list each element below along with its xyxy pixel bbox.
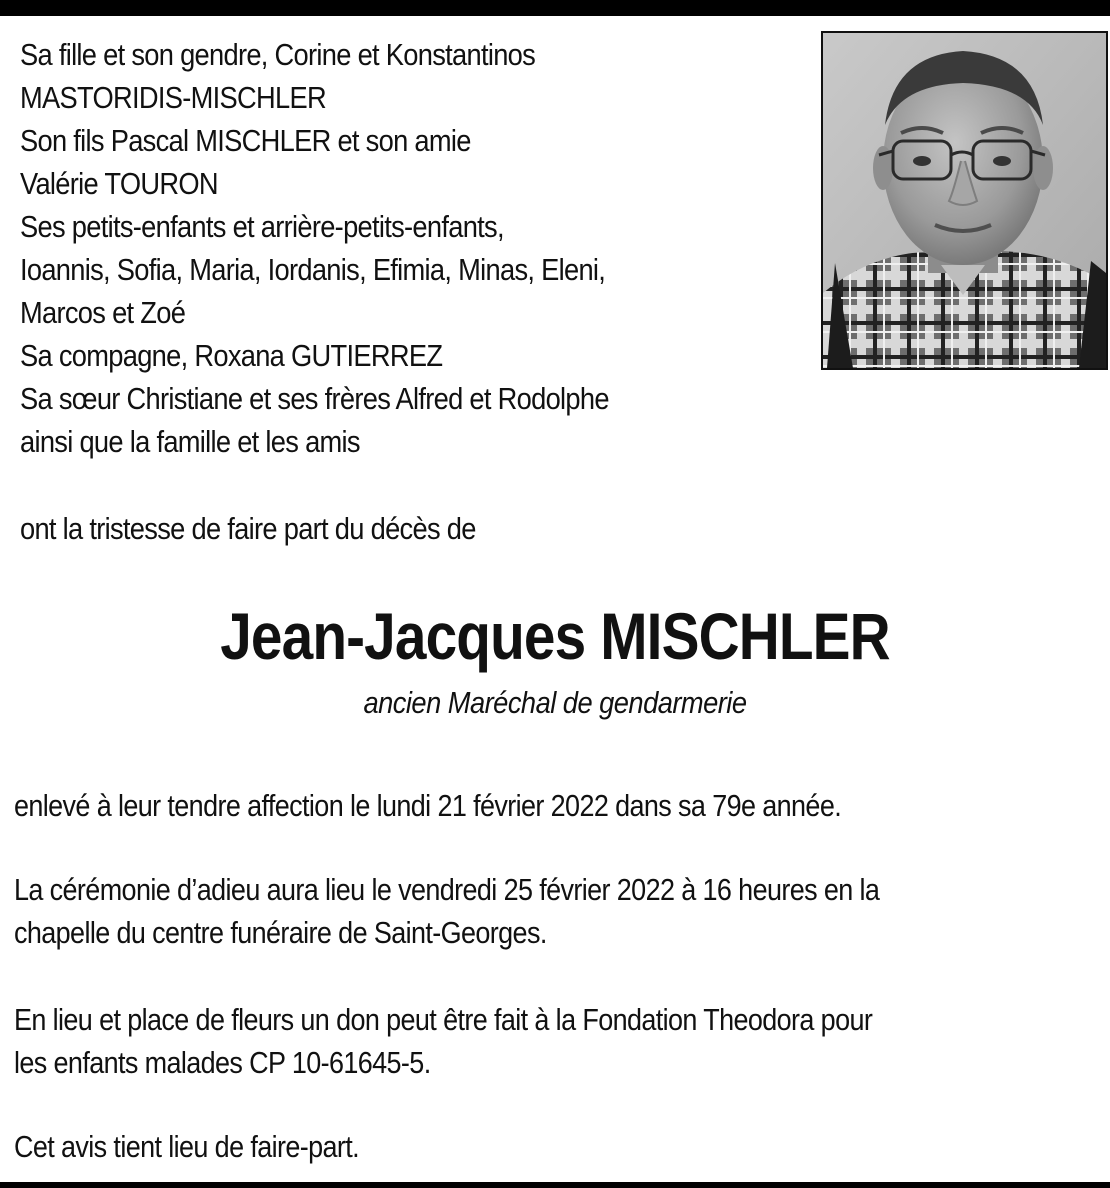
closing-line: Cet avis tient lieu de faire-part.	[14, 1129, 360, 1164]
family-line: Ses petits-enfants et arrière-petits-enfants,	[20, 209, 504, 244]
portrait-image	[823, 33, 1106, 368]
ceremony-line: chapelle du centre funéraire de Saint-Georges.	[14, 915, 547, 950]
announcement-text: ont la tristesse de faire part du décès de	[20, 511, 476, 546]
family-line: Son fils Pascal MISCHLER et son amie	[20, 123, 471, 158]
family-line: MASTORIDIS-MISCHLER	[20, 80, 326, 115]
family-line: ainsi que la famille et les amis	[20, 424, 360, 459]
family-line: Marcos et Zoé	[20, 295, 186, 330]
family-line: Sa sœur Christiane et ses frères Alfred et Rodolphe	[20, 381, 609, 416]
portrait-photo	[821, 31, 1108, 370]
donation-paragraph	[14, 998, 872, 1084]
bottom-border	[0, 1182, 1110, 1188]
family-line: Ioannis, Sofia, Maria, Iordanis, Efimia, Minas, Eleni,	[20, 252, 606, 287]
donation-line: En lieu et place de fleurs un don peut être fait à la Fondation Theodora pour	[14, 1002, 873, 1037]
family-list	[20, 33, 706, 463]
ceremony-paragraph	[14, 868, 879, 954]
family-line: Sa compagne, Roxana GUTIERREZ	[20, 338, 443, 373]
donation-line: les enfants malades CP 10-61645-5.	[14, 1045, 431, 1080]
family-line: Valérie TOURON	[20, 166, 218, 201]
death-paragraph	[14, 784, 841, 827]
ceremony-line: La cérémonie d’adieu aura lieu le vendredi 25 février 2022 à 16 heures en la	[14, 872, 880, 907]
closing-paragraph	[14, 1125, 359, 1168]
top-border	[0, 0, 1110, 16]
deceased-name: Jean-Jacques MISCHLER	[220, 599, 890, 673]
death-line: enlevé à leur tendre affection le lundi 21 février 2022 dans sa 79e année.	[14, 788, 842, 823]
deceased-title: ancien Maréchal de gendarmerie	[363, 685, 747, 720]
family-line: Sa fille et son gendre, Corine et Konstantinos	[20, 37, 536, 72]
